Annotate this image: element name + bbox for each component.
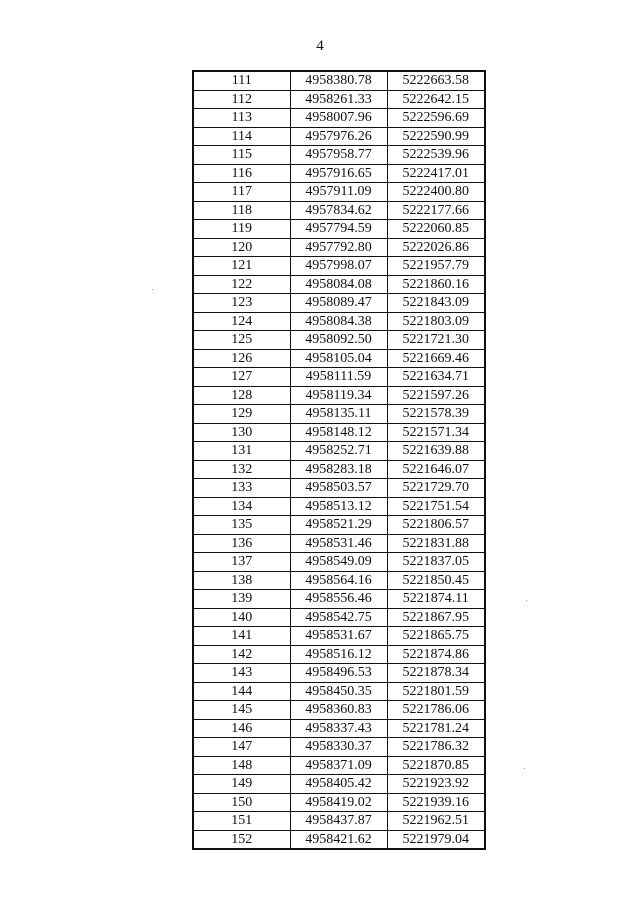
table-row (193, 183, 485, 202)
table-row (193, 257, 485, 276)
y-coordinate-cell: 5221837.05 (387, 553, 485, 572)
y-coordinate-cell: 5222596.69 (387, 109, 485, 128)
page-number: 4 (316, 38, 324, 54)
table-row (193, 146, 485, 165)
y-coordinate-cell: 5221867.95 (387, 608, 485, 627)
table-row (193, 312, 485, 331)
y-coordinate-cell: 5221786.32 (387, 738, 485, 757)
point-number-cell: 132 (193, 460, 290, 479)
y-coordinate-cell: 5221831.88 (387, 534, 485, 553)
table-row (193, 571, 485, 590)
y-coordinate-cell: 5221729.70 (387, 479, 485, 498)
table-row (193, 90, 485, 109)
point-number-cell: 140 (193, 608, 290, 627)
table-row (193, 590, 485, 609)
table-row (193, 479, 485, 498)
point-number-cell: 124 (193, 312, 290, 331)
y-coordinate-cell: 5221874.11 (387, 590, 485, 609)
y-coordinate-cell: 5221806.57 (387, 516, 485, 535)
x-coordinate-cell: 4958371.09 (290, 756, 387, 775)
point-number-cell: 151 (193, 812, 290, 831)
point-number-cell: 133 (193, 479, 290, 498)
x-coordinate-cell: 4957792.80 (290, 238, 387, 257)
x-coordinate-cell: 4958283.18 (290, 460, 387, 479)
point-number-cell: 130 (193, 423, 290, 442)
point-number-cell: 118 (193, 201, 290, 220)
point-number-cell: 127 (193, 368, 290, 387)
y-coordinate-cell: 5222590.99 (387, 127, 485, 146)
point-number-cell: 134 (193, 497, 290, 516)
table-row (193, 738, 485, 757)
point-number-cell: 129 (193, 405, 290, 424)
table-row (193, 497, 485, 516)
point-number-cell: 121 (193, 257, 290, 276)
x-coordinate-cell: 4958261.33 (290, 90, 387, 109)
table-row (193, 553, 485, 572)
table-row (193, 331, 485, 350)
table-row (193, 109, 485, 128)
y-coordinate-cell: 5222417.01 (387, 164, 485, 183)
y-coordinate-cell: 5221874.86 (387, 645, 485, 664)
table-row (193, 664, 485, 683)
x-coordinate-cell: 4957794.59 (290, 220, 387, 239)
y-coordinate-cell: 5221669.46 (387, 349, 485, 368)
x-coordinate-cell: 4958419.02 (290, 793, 387, 812)
y-coordinate-cell: 5221878.34 (387, 664, 485, 683)
point-number-cell: 117 (193, 183, 290, 202)
table-row (193, 442, 485, 461)
y-coordinate-cell: 5221786.06 (387, 701, 485, 720)
point-number-cell: 142 (193, 645, 290, 664)
point-number-cell: 152 (193, 830, 290, 849)
point-number-cell: 143 (193, 664, 290, 683)
y-coordinate-cell: 5221751.54 (387, 497, 485, 516)
y-coordinate-cell: 5221639.88 (387, 442, 485, 461)
coordinates-table-body (193, 71, 485, 849)
x-coordinate-cell: 4958330.37 (290, 738, 387, 757)
y-coordinate-cell: 5221962.51 (387, 812, 485, 831)
table-row (193, 719, 485, 738)
point-number-cell: 120 (193, 238, 290, 257)
point-number-cell: 122 (193, 275, 290, 294)
table-row (193, 812, 485, 831)
y-coordinate-cell: 5222400.80 (387, 183, 485, 202)
x-coordinate-cell: 4958105.04 (290, 349, 387, 368)
point-number-cell: 150 (193, 793, 290, 812)
table-row (193, 645, 485, 664)
x-coordinate-cell: 4958405.42 (290, 775, 387, 794)
y-coordinate-cell: 5221870.85 (387, 756, 485, 775)
point-number-cell: 135 (193, 516, 290, 535)
table-row (193, 368, 485, 387)
y-coordinate-cell: 5221923.92 (387, 775, 485, 794)
x-coordinate-cell: 4957958.77 (290, 146, 387, 165)
y-coordinate-cell: 5221781.24 (387, 719, 485, 738)
point-number-cell: 139 (193, 590, 290, 609)
x-coordinate-cell: 4957916.65 (290, 164, 387, 183)
x-coordinate-cell: 4958148.12 (290, 423, 387, 442)
table-row (193, 349, 485, 368)
y-coordinate-cell: 5221646.07 (387, 460, 485, 479)
y-coordinate-cell: 5221634.71 (387, 368, 485, 387)
table-row (193, 756, 485, 775)
table-row (193, 201, 485, 220)
y-coordinate-cell: 5222026.86 (387, 238, 485, 257)
y-coordinate-cell: 5221571.34 (387, 423, 485, 442)
y-coordinate-cell: 5221803.09 (387, 312, 485, 331)
x-coordinate-cell: 4957976.26 (290, 127, 387, 146)
x-coordinate-cell: 4958084.38 (290, 312, 387, 331)
x-coordinate-cell: 4958337.43 (290, 719, 387, 738)
x-coordinate-cell: 4957911.09 (290, 183, 387, 202)
point-number-cell: 113 (193, 109, 290, 128)
x-coordinate-cell: 4958531.67 (290, 627, 387, 646)
table-row (193, 386, 485, 405)
y-coordinate-cell: 5221597.26 (387, 386, 485, 405)
point-number-cell: 111 (193, 71, 290, 90)
table-row (193, 516, 485, 535)
y-coordinate-cell: 5222177.66 (387, 201, 485, 220)
table-row (193, 793, 485, 812)
x-coordinate-cell: 4958135.11 (290, 405, 387, 424)
point-number-cell: 145 (193, 701, 290, 720)
table-row (193, 127, 485, 146)
point-number-cell: 136 (193, 534, 290, 553)
x-coordinate-cell: 4958516.12 (290, 645, 387, 664)
x-coordinate-cell: 4958092.50 (290, 331, 387, 350)
table-row (193, 830, 485, 849)
point-number-cell: 147 (193, 738, 290, 757)
table-row (193, 460, 485, 479)
scan-speck (524, 768, 525, 769)
table-row (193, 405, 485, 424)
y-coordinate-cell: 5221578.39 (387, 405, 485, 424)
point-number-cell: 119 (193, 220, 290, 239)
x-coordinate-cell: 4958531.46 (290, 534, 387, 553)
table-row (193, 682, 485, 701)
point-number-cell: 144 (193, 682, 290, 701)
y-coordinate-cell: 5221979.04 (387, 830, 485, 849)
y-coordinate-cell: 5222060.85 (387, 220, 485, 239)
scan-speck (152, 289, 153, 290)
table-row (193, 627, 485, 646)
x-coordinate-cell: 4958252.71 (290, 442, 387, 461)
x-coordinate-cell: 4958111.59 (290, 368, 387, 387)
point-number-cell: 149 (193, 775, 290, 794)
table-row (193, 775, 485, 794)
table-row (193, 534, 485, 553)
y-coordinate-cell: 5221939.16 (387, 793, 485, 812)
point-number-cell: 141 (193, 627, 290, 646)
x-coordinate-cell: 4958360.83 (290, 701, 387, 720)
x-coordinate-cell: 4958380.78 (290, 71, 387, 90)
table-row (193, 423, 485, 442)
scan-speck (526, 600, 527, 601)
table-row (193, 220, 485, 239)
point-number-cell: 125 (193, 331, 290, 350)
point-number-cell: 112 (193, 90, 290, 109)
x-coordinate-cell: 4958089.47 (290, 294, 387, 313)
point-number-cell: 126 (193, 349, 290, 368)
point-number-cell: 128 (193, 386, 290, 405)
table-row (193, 701, 485, 720)
y-coordinate-cell: 5221801.59 (387, 682, 485, 701)
table-row (193, 275, 485, 294)
point-number-cell: 131 (193, 442, 290, 461)
y-coordinate-cell: 5222539.96 (387, 146, 485, 165)
y-coordinate-cell: 5221721.30 (387, 331, 485, 350)
x-coordinate-cell: 4957998.07 (290, 257, 387, 276)
y-coordinate-cell: 5221865.75 (387, 627, 485, 646)
table-row (193, 238, 485, 257)
point-number-cell: 138 (193, 571, 290, 590)
table-row (193, 608, 485, 627)
y-coordinate-cell: 5221850.45 (387, 571, 485, 590)
x-coordinate-cell: 4958007.96 (290, 109, 387, 128)
point-number-cell: 123 (193, 294, 290, 313)
point-number-cell: 114 (193, 127, 290, 146)
table-row (193, 71, 485, 90)
x-coordinate-cell: 4958084.08 (290, 275, 387, 294)
x-coordinate-cell: 4958556.46 (290, 590, 387, 609)
x-coordinate-cell: 4958549.09 (290, 553, 387, 572)
x-coordinate-cell: 4958564.16 (290, 571, 387, 590)
y-coordinate-cell: 5222642.15 (387, 90, 485, 109)
x-coordinate-cell: 4958542.75 (290, 608, 387, 627)
point-number-cell: 146 (193, 719, 290, 738)
x-coordinate-cell: 4958513.12 (290, 497, 387, 516)
point-number-cell: 115 (193, 146, 290, 165)
point-number-cell: 116 (193, 164, 290, 183)
y-coordinate-cell: 5221843.09 (387, 294, 485, 313)
y-coordinate-cell: 5221957.79 (387, 257, 485, 276)
table-row (193, 164, 485, 183)
y-coordinate-cell: 5222663.58 (387, 71, 485, 90)
x-coordinate-cell: 4958450.35 (290, 682, 387, 701)
coordinates-table (192, 70, 486, 850)
x-coordinate-cell: 4958421.62 (290, 830, 387, 849)
x-coordinate-cell: 4957834.62 (290, 201, 387, 220)
point-number-cell: 148 (193, 756, 290, 775)
y-coordinate-cell: 5221860.16 (387, 275, 485, 294)
x-coordinate-cell: 4958119.34 (290, 386, 387, 405)
x-coordinate-cell: 4958496.53 (290, 664, 387, 683)
x-coordinate-cell: 4958521.29 (290, 516, 387, 535)
x-coordinate-cell: 4958503.57 (290, 479, 387, 498)
table-row (193, 294, 485, 313)
point-number-cell: 137 (193, 553, 290, 572)
x-coordinate-cell: 4958437.87 (290, 812, 387, 831)
